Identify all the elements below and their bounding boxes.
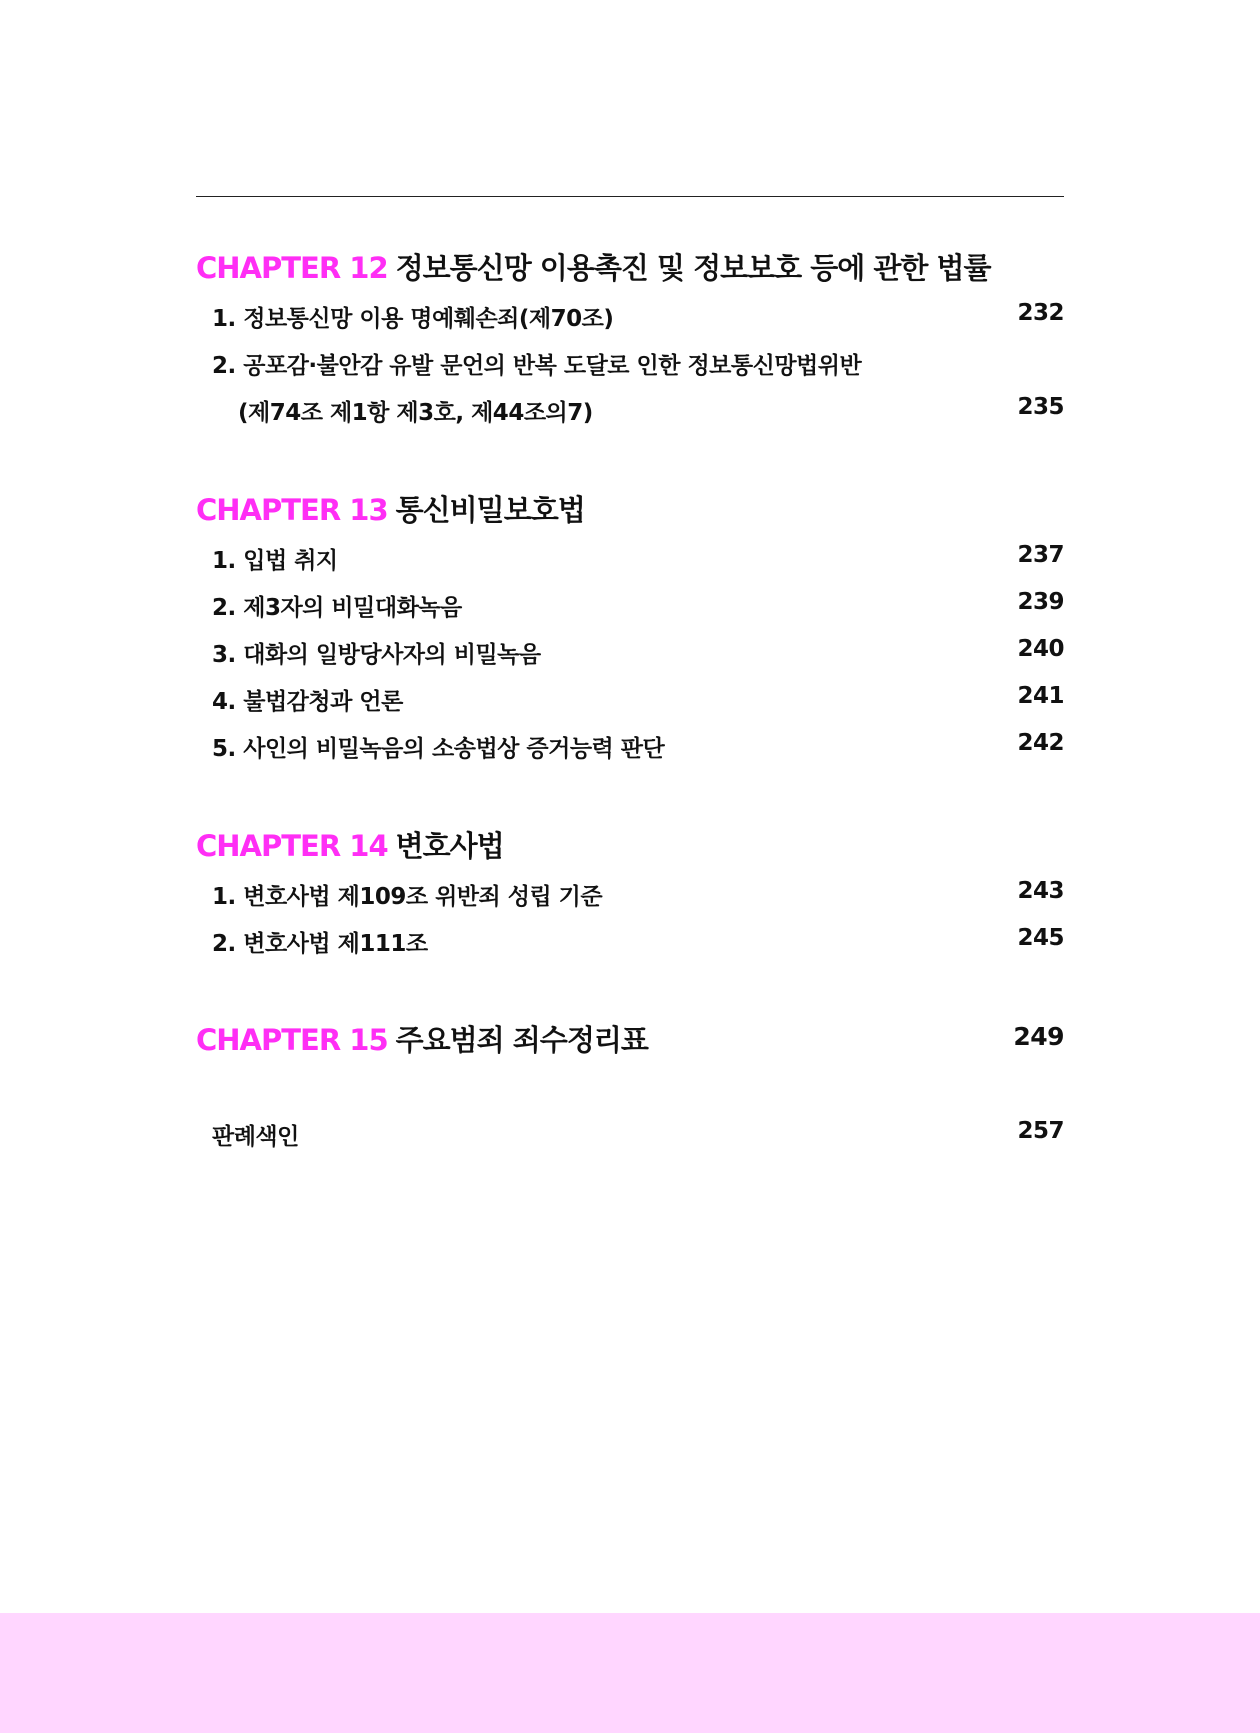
entry-label: 2. 공포감·불안감 유발 문언의 반복 도달로 인한 정보통신망법위반: [212, 353, 862, 379]
entry-page-number: 257: [1017, 1118, 1064, 1144]
entry-page-number: 245: [1017, 925, 1064, 951]
chapter-number: CHAPTER 14: [196, 829, 388, 863]
entry-page-number: 241: [1017, 683, 1064, 709]
toc-entry[interactable]: [212, 730, 1064, 764]
toc-entry[interactable]: [212, 542, 1064, 576]
toc-entry[interactable]: [212, 347, 1064, 381]
chapter-12-heading[interactable]: [196, 246, 1064, 286]
toc-entry[interactable]: [212, 636, 1064, 670]
toc-entry[interactable]: [212, 589, 1064, 623]
toc-entry[interactable]: [212, 878, 1064, 912]
chapter-title: 통신비밀보호법: [395, 493, 585, 527]
chapter-15-heading[interactable]: [196, 1018, 1064, 1058]
chapter-title: 주요범죄 죄수정리표: [395, 1023, 648, 1057]
chapter-13-heading[interactable]: [196, 488, 1064, 528]
entry-label: 2. 제3자의 비밀대화녹음: [212, 595, 462, 621]
toc-entry[interactable]: [212, 683, 1064, 717]
entry-label: 판례색인: [212, 1124, 299, 1150]
chapter-page-number: 249: [1013, 1022, 1064, 1051]
entry-page-number: 232: [1017, 300, 1064, 326]
toc-entry[interactable]: [212, 300, 1064, 334]
entry-label: 1. 변호사법 제109조 위반죄 성립 기준: [212, 884, 603, 910]
chapter-number: CHAPTER 15: [196, 1023, 388, 1057]
entry-page-number: 237: [1017, 542, 1064, 568]
entry-page-number: 242: [1017, 730, 1064, 756]
chapter-number: CHAPTER 12: [196, 251, 388, 285]
entry-label: 2. 변호사법 제111조: [212, 931, 428, 957]
entry-label: 3. 대화의 일방당사자의 비밀녹음: [212, 642, 541, 668]
entry-label: 1. 정보통신망 이용 명예훼손죄(제70조): [212, 306, 614, 332]
entry-page-number: 239: [1017, 589, 1064, 615]
index-entry[interactable]: [212, 1118, 1064, 1152]
toc-entry[interactable]: [212, 925, 1064, 959]
entry-label: (제74조 제1항 제3호, 제44조의7): [238, 400, 593, 426]
entry-label: 5. 사인의 비밀녹음의 소송법상 증거능력 판단: [212, 736, 665, 762]
footer-band: [0, 1613, 1260, 1733]
chapter-14-heading[interactable]: [196, 824, 1064, 864]
entry-label: 4. 불법감청과 언론: [212, 689, 403, 715]
chapter-title: 변호사법: [395, 829, 504, 863]
entry-page-number: 243: [1017, 878, 1064, 904]
chapter-number: CHAPTER 13: [196, 493, 388, 527]
chapter-title: 정보통신망 이용촉진 및 정보보호 등에 관한 법률: [395, 251, 991, 285]
toc-entry-continuation[interactable]: [212, 394, 1064, 428]
entry-page-number: 235: [1017, 394, 1064, 420]
entry-label: 1. 입법 취지: [212, 548, 338, 574]
entry-page-number: 240: [1017, 636, 1064, 662]
top-rule: [196, 196, 1064, 197]
